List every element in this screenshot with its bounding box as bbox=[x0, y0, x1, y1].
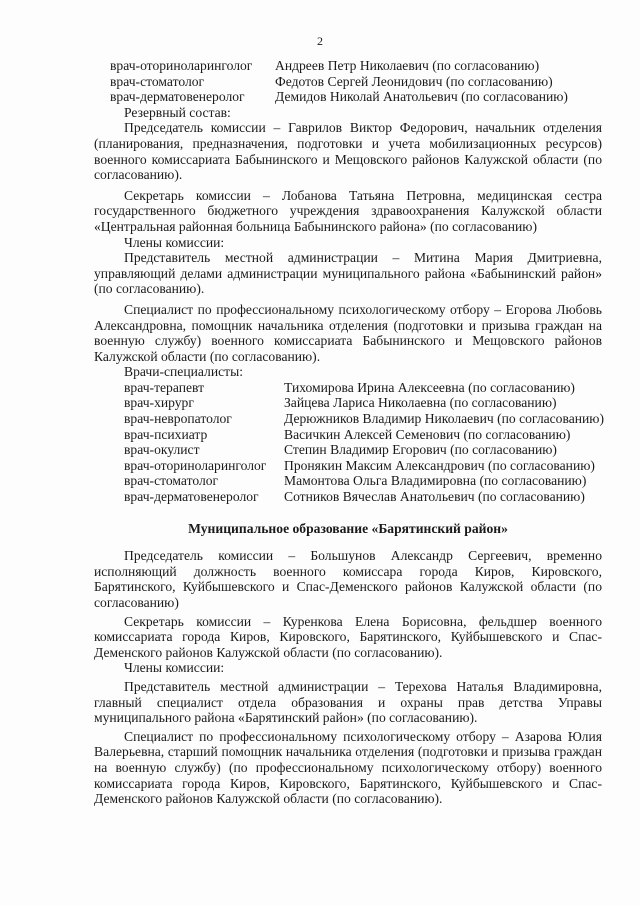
representative-paragraph: Представитель местной администрации – Митина Мария Дмитриевна, управляющий делами администрации муниципального района «Бабынинский район» (по согласованию). bbox=[94, 250, 602, 297]
members-label: Члены комиссии: bbox=[124, 660, 225, 676]
document-body bbox=[94, 58, 602, 807]
doctor-name: Тихомирова Ирина Алексеевна (по согласованию) bbox=[284, 379, 575, 395]
secretary-paragraph: Секретарь комиссии – Куренкова Елена Борисовна, фельдшер военного комиссариата города Киров, Кировского, Барятинского, Куйбышевского и Спас-Деменского районов Калужской области (по согласованию). bbox=[94, 613, 602, 660]
doctor-row bbox=[94, 427, 602, 443]
doctor-name: Васичкин Алексей Семенович (по согласованию) bbox=[284, 426, 571, 442]
doctor-row bbox=[94, 58, 602, 74]
doctor-role: врач-дерматовенеролог bbox=[110, 89, 245, 105]
psychologist-paragraph: Специалист по профессиональному психологическому отбору – Егорова Любовь Александровна, помощник начальника отделения (подготовки и призыва граждан на военную службу) военного комиссариата Бабынинского и Мещовского районов Калужской области (по согласованию). bbox=[94, 301, 602, 364]
page-number: 2 bbox=[317, 34, 323, 48]
chairman-paragraph: Председатель комиссии – Большунов Александр Сергеевич, временно исполняющий должность военного комиссара города Киров, Кировского, Барятинского, Куйбышевского и Спас-Деменского районов Калужской области (по согласованию) bbox=[94, 548, 602, 610]
doctor-role: врач-невропатолог bbox=[124, 411, 232, 427]
doctor-name: Зайцева Лариса Николаевна (по согласованию) bbox=[284, 395, 557, 411]
doctor-role: врач-оториноларинголог bbox=[110, 58, 253, 73]
doctor-row bbox=[94, 395, 602, 411]
doctor-row bbox=[94, 473, 602, 489]
doctor-name: Демидов Николай Анатольевич (по согласованию) bbox=[275, 89, 568, 105]
doctor-role: врач-дерматовенеролог bbox=[124, 489, 259, 505]
doctor-name: Мамонтова Ольга Владимировна (по согласованию) bbox=[284, 473, 587, 489]
doctor-name: Сотников Вячеслав Анатольевич (по согласованию) bbox=[284, 489, 585, 505]
psychologist-paragraph: Специалист по профессиональному психологическому отбору – Азарова Юлия Валерьевна, старший помощник начальника отделения (подготовки и призыва граждан на военную службу) (по профессиональному психологическому отбору) военного комиссариата города Киров, Кировского, Барятинского, Куйбышевского и Спас-Деменского районов Калужской области (по согласованию). bbox=[94, 728, 602, 807]
doctor-row bbox=[94, 411, 602, 427]
representative-paragraph: Представитель местной администрации – Терехова Наталья Владимировна, главный специалист отдела образования и охраны прав детства Управы муниципального района «Барятинский район» (по согласованию). bbox=[94, 678, 602, 726]
doctor-name: Степин Владимир Егорович (по согласованию) bbox=[284, 442, 557, 458]
doctor-name: Дерюжников Владимир Николаевич (по согласованию) bbox=[284, 411, 604, 427]
doctor-row bbox=[94, 89, 602, 105]
section-heading: Муниципальное образование «Барятинский район» bbox=[188, 520, 508, 536]
doctor-row bbox=[94, 442, 602, 458]
doctor-row bbox=[94, 74, 602, 90]
doctor-name: Андреев Петр Николаевич (по согласованию) bbox=[275, 58, 540, 73]
doctor-row bbox=[94, 458, 602, 474]
doctor-role: врач-терапевт bbox=[124, 379, 205, 395]
doctor-row bbox=[94, 380, 602, 396]
doctor-role: врач-оториноларинголог bbox=[124, 457, 267, 473]
reserve-label: Резервный состав: bbox=[124, 104, 231, 120]
doctor-role: врач-стоматолог bbox=[124, 473, 219, 489]
doctor-role: врач-окулист bbox=[124, 442, 200, 458]
members-label: Члены комиссии: bbox=[124, 234, 225, 250]
doctors-label: Врачи-специалисты: bbox=[124, 364, 243, 380]
doctor-role: врач-стоматолог bbox=[110, 73, 205, 89]
chairman-paragraph: Председатель комиссии – Гаврилов Виктор Федорович, начальник отделения (планирования, предназначения, подготовки и учета мобилизационных ресурсов) военного комиссариата Бабынинского и Мещовского районов Калужской области (по согласованию). bbox=[94, 120, 602, 183]
doctor-name: Пронякин Максим Александрович (по согласованию) bbox=[284, 457, 595, 473]
doctor-role: врач-хирург bbox=[124, 395, 194, 411]
doctor-row bbox=[94, 489, 602, 505]
doctor-role: врач-психиатр bbox=[124, 426, 208, 442]
doctor-name: Федотов Сергей Леонидович (по согласованию) bbox=[275, 73, 553, 89]
secretary-paragraph: Секретарь комиссии – Лобанова Татьяна Петровна, медицинская сестра государственного бюджетного учреждения здравоохранения Калужской области «Центральная районная больница Бабынинского района» (по согласованию) bbox=[94, 187, 602, 234]
